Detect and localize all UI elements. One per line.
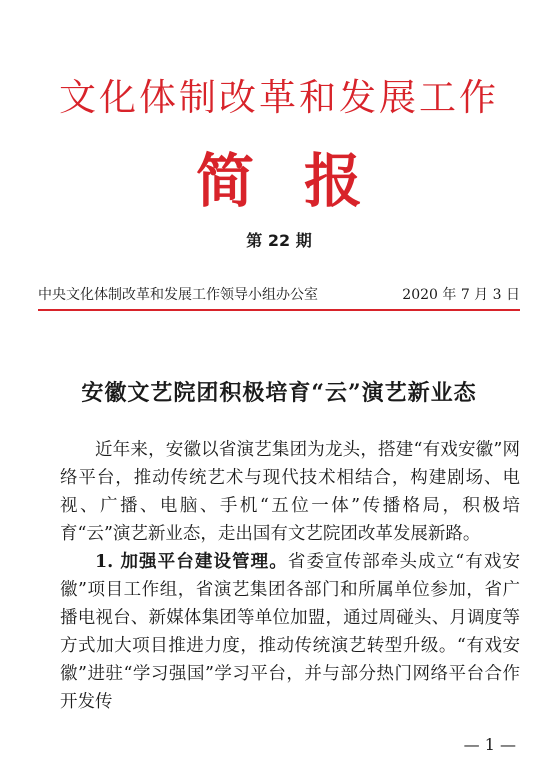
article-headline: 安徽文艺院团积极培育“云”演艺新业态 (81, 380, 477, 406)
page-number: — 1 — (463, 735, 516, 754)
issue-number: 第 22 期 (246, 231, 312, 250)
article-body (60, 436, 520, 716)
intro-paragraph: 近年来，安徽以省演艺集团为龙头，搭建“有戏安徽”网络平台，推动传统艺术与现代技术相结合，构建剧场、电视、广播、电脑、手机“五位一体”传播格局，积极培育“云”演艺新业态，走出国有文艺院团改革发展新路。 (60, 440, 520, 544)
masthead-title: 文化体制改革和发展工作 (59, 76, 499, 119)
issuing-office: 中央文化体制改革和发展工作领导小组办公室 (38, 287, 318, 303)
section-title: 1. 加强平台建设管理。 (95, 552, 288, 572)
red-divider (38, 309, 520, 311)
section-text: 省委宣传部牵头成立“有戏安徽”项目工作组，省演艺集团各部门和所属单位参加，省广播电视台、新媒体集团等单位加盟，通过周碰头、月调度等方式加大项目推进力度，推动传统演艺转型升级。“有戏安徽”进驻“学习强国”学习平台，并与部分热门网络平台合作开发传 (60, 552, 520, 712)
publication-date: 2020 年 7 月 3 日 (402, 287, 520, 303)
section-paragraph (60, 548, 520, 716)
bulletin-title: 简报 (195, 147, 412, 215)
publication-meta (38, 285, 520, 305)
